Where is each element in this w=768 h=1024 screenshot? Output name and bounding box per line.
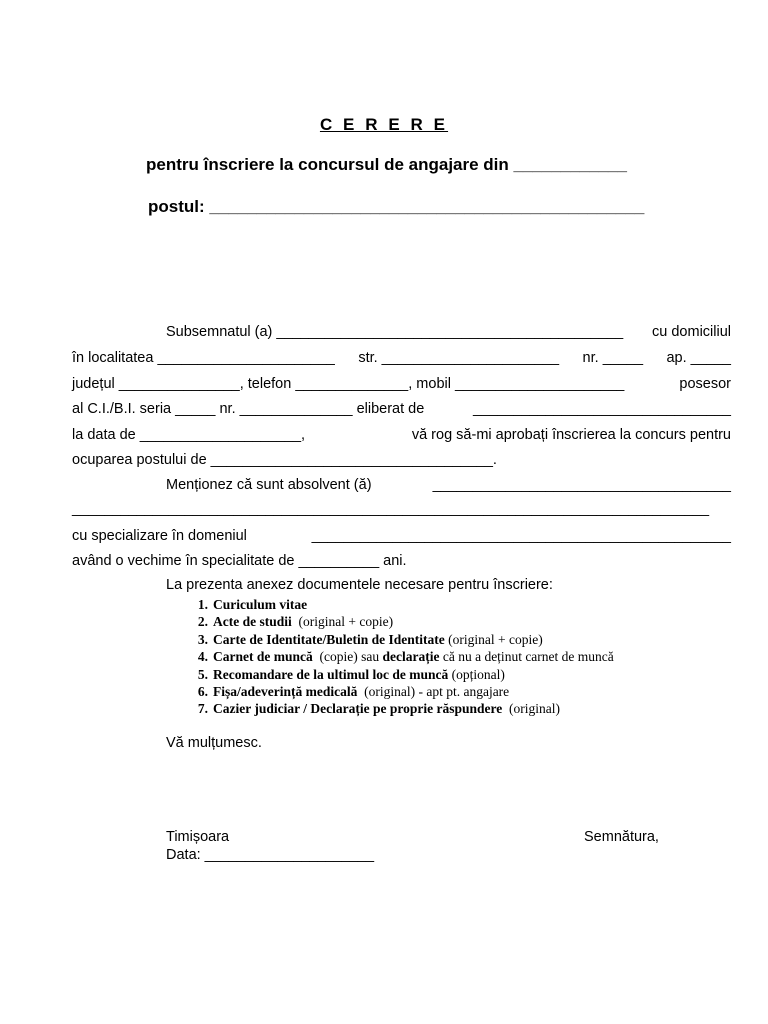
list-item: 2. Acte de studii (original + copie) <box>197 614 394 630</box>
form-line-4 <box>72 401 731 417</box>
form-line-9 <box>72 528 731 544</box>
localitate-field: în localitatea ______________________ <box>72 350 335 366</box>
list-item: 3. Carte de Identitate/Buletin de Identitate (original + copie) <box>197 631 543 647</box>
documents-list <box>188 596 614 718</box>
request-text: vă rog să-mi aprobați înscrierea la concurs pentru <box>411 427 731 443</box>
list-item: 4. Carnet de muncă (copie) sau declarație că nu a deținut carnet de muncă <box>197 649 614 665</box>
post-line: postul: ______________________________________________ <box>148 197 645 216</box>
list-item: 6. Fișa/adeverință medicală (original) - apt pt. angajare <box>197 684 510 700</box>
judet-telefon-mobil-field: județul _______________, telefon ______________, mobil _____________________ <box>72 376 625 392</box>
form-line-2 <box>72 350 731 366</box>
list-item: 5. Recomandare de la ultimul loc de muncă (opțional) <box>197 666 505 682</box>
specializare-field: ____________________________________________________ <box>311 528 731 544</box>
domiciliu-label: cu domiciliul <box>652 324 731 340</box>
list-item: 7. Cazier judiciar / Declarație pe proprie răspundere (original) <box>197 701 560 717</box>
list-item: 1. Curiculum vitae <box>197 597 308 612</box>
city-label: Timișoara <box>166 829 230 845</box>
document-subtitle: pentru înscriere la concursul de angajare din ____________ <box>146 155 627 174</box>
document-title: C E R E R E <box>319 115 449 134</box>
numar-field: nr. _____ <box>582 350 644 366</box>
posesor-label: posesor <box>679 376 731 392</box>
subsemnatul-field: Subsemnatul (a) ___________________________________________ <box>166 324 624 340</box>
post-ocupat-field: ocuparea postului de ___________________________________. <box>72 452 497 468</box>
form-line-5 <box>72 427 731 443</box>
absolvent-field: _____________________________________ <box>432 477 731 493</box>
specializare-label: cu specializare în domeniul <box>72 528 247 544</box>
data-field: la data de ____________________, <box>72 427 306 443</box>
signature-label: Semnătura, <box>584 829 659 845</box>
date-field: Data: _____________________ <box>166 847 375 863</box>
absolvent-label: Menționez că sunt absolvent (ă) <box>166 477 372 493</box>
form-line-7 <box>72 477 731 493</box>
documents-intro: La prezenta anexez documentele necesare pentru înscriere: <box>166 577 553 593</box>
vechime-field: având o vechime în specialitate de __________ ani. <box>72 553 407 569</box>
thanks-text: Vă mulțumesc. <box>166 735 262 751</box>
eliberat-field: ________________________________ <box>472 401 731 417</box>
absolvent-continuation-line: _______________________________________________________________________________ <box>72 501 710 517</box>
ci-serie-field: al C.I./B.I. seria _____ nr. ______________ eliberat de <box>72 401 425 417</box>
form-line-1 <box>72 324 731 340</box>
apartament-field: ap. _____ <box>666 350 731 366</box>
strada-field: str. ______________________ <box>358 350 560 366</box>
form-line-3 <box>72 376 731 392</box>
